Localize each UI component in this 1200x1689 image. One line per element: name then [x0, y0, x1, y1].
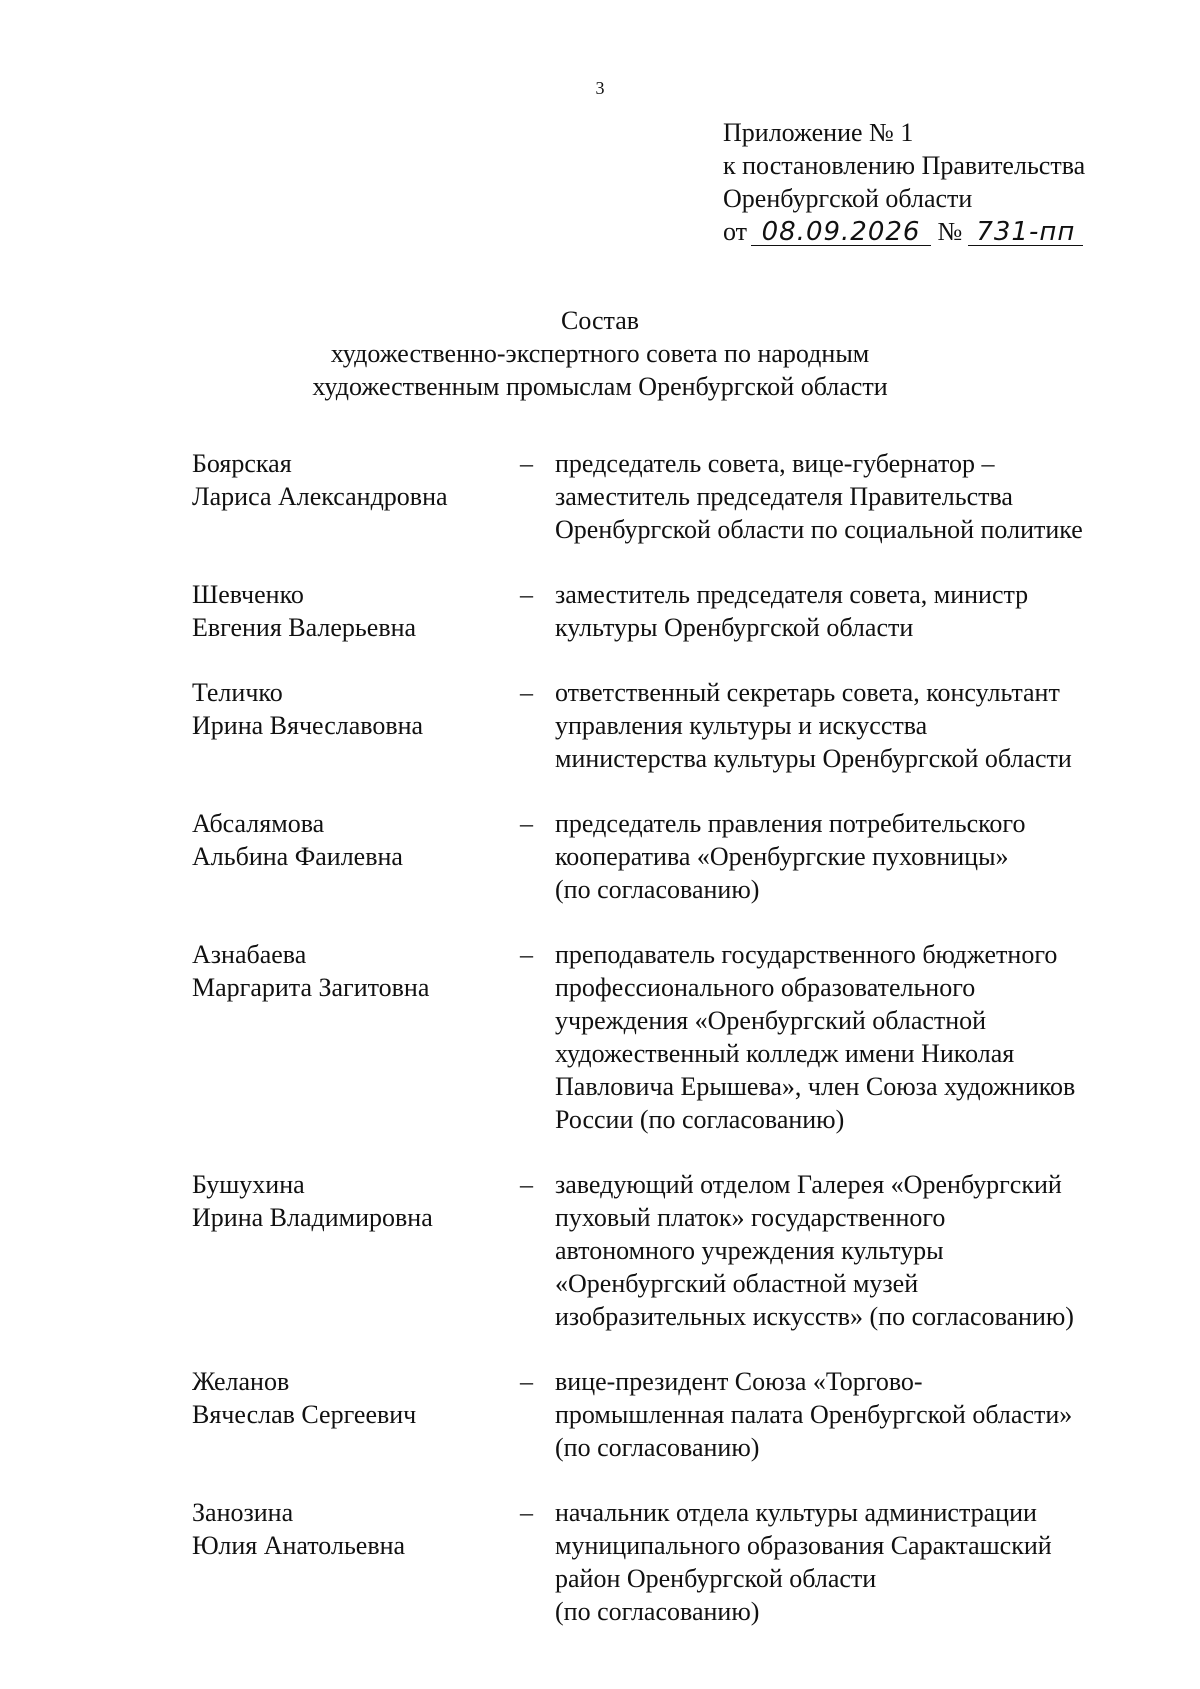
member-row	[0, 676, 1200, 775]
member-role-line: «Оренбургский областной музей	[555, 1269, 919, 1298]
member-given: Маргарита Загитовна	[192, 973, 430, 1002]
member-role-line: Павловича Ерышева», член Союза художников	[555, 1072, 1076, 1101]
member-given: Лариса Александровна	[192, 482, 448, 511]
member-name	[192, 447, 512, 513]
member-dash: –	[520, 1367, 533, 1396]
member-given: Юлия Анатольевна	[192, 1531, 406, 1560]
document-title	[0, 304, 1200, 403]
member-given: Вячеслав Сергеевич	[192, 1400, 417, 1429]
member-row	[0, 807, 1200, 906]
appendix-resolution: к постановлению Правительства	[723, 151, 1086, 180]
member-role-line: Оренбургской области по социальной политике	[555, 515, 1083, 544]
member-role-line: председатель совета, вице-губернатор –	[555, 449, 995, 478]
member-role-line: изобразительных искусств» (по согласованию)	[555, 1302, 1074, 1331]
member-dash: –	[520, 940, 533, 969]
member-surname: Теличко	[192, 678, 283, 707]
member-role	[555, 1168, 1155, 1333]
member-role-line: министерства культуры Оренбургской области	[555, 744, 1072, 773]
member-surname: Занозина	[192, 1498, 294, 1527]
member-row	[0, 938, 1200, 1136]
member-name	[192, 676, 512, 742]
number-label: №	[937, 217, 963, 246]
title-line-3: художественным промыслам Оренбургской области	[312, 372, 888, 401]
appendix-title: Приложение № 1	[723, 118, 914, 147]
member-dash: –	[520, 580, 533, 609]
member-name	[192, 938, 512, 1004]
member-role	[555, 1365, 1155, 1464]
member-role-line: России (по согласованию)	[555, 1105, 845, 1134]
member-role-line: кооператива «Оренбургские пуховницы»	[555, 842, 1009, 871]
member-surname: Шевченко	[192, 580, 304, 609]
page-number: 3	[595, 78, 605, 98]
member-role-line: (по согласованию)	[555, 1433, 760, 1462]
member-dash: –	[520, 809, 533, 838]
appendix-region: Оренбургской области	[723, 184, 973, 213]
member-dash: –	[520, 1498, 533, 1527]
member-row	[0, 447, 1200, 546]
member-role	[555, 447, 1155, 546]
handwritten-date: 08.09.2026	[761, 217, 921, 247]
member-role-line: учреждения «Оренбургский областной	[555, 1006, 987, 1035]
member-dash: –	[520, 678, 533, 707]
member-role	[555, 938, 1155, 1136]
member-role-line: профессионального образовательного	[555, 973, 976, 1002]
member-surname: Азнабаева	[192, 940, 307, 969]
title-line-1: Состав	[560, 306, 640, 335]
member-surname: Бушухина	[192, 1170, 305, 1199]
member-name	[192, 1365, 512, 1431]
member-role	[555, 578, 1155, 644]
member-role-line: культуры Оренбургской области	[555, 613, 914, 642]
member-dash: –	[520, 1170, 533, 1199]
member-role	[555, 676, 1155, 775]
member-name	[192, 807, 512, 873]
member-row	[0, 1365, 1200, 1464]
member-name	[192, 578, 512, 644]
appendix-date-number	[723, 215, 1085, 248]
member-given: Ирина Вячеславовна	[192, 711, 424, 740]
handwritten-number: 731-пп	[976, 217, 1076, 247]
member-surname: Абсалямова	[192, 809, 325, 838]
member-role-line: автономного учреждения культуры	[555, 1236, 944, 1265]
member-dash: –	[520, 449, 533, 478]
member-role-line: художественный колледж имени Николая	[555, 1039, 1015, 1068]
member-role-line: (по согласованию)	[555, 1597, 760, 1626]
member-row	[0, 578, 1200, 644]
title-line-2: художественно-экспертного совета по народным	[330, 339, 870, 368]
member-role-line: пуховый платок» государственного	[555, 1203, 946, 1232]
member-role-line: заведующий отделом Галерея «Оренбургский	[555, 1170, 1062, 1199]
member-given: Альбина Фаилевна	[192, 842, 403, 871]
member-name	[192, 1168, 512, 1234]
member-surname: Боярская	[192, 449, 292, 478]
member-row	[0, 1168, 1200, 1333]
member-given: Евгения Валерьевна	[192, 613, 417, 642]
from-label: от	[723, 217, 748, 246]
member-role-line: управления культуры и искусства	[555, 711, 928, 740]
member-role-line: муниципального образования Саракташский	[555, 1531, 1052, 1560]
member-row	[0, 1496, 1200, 1628]
member-role-line: председатель правления потребительского	[555, 809, 1026, 838]
member-role-line: преподаватель государственного бюджетного	[555, 940, 1058, 969]
member-given: Ирина Владимировна	[192, 1203, 433, 1232]
member-role	[555, 807, 1155, 906]
member-role-line: ответственный секретарь совета, консультант	[555, 678, 1060, 707]
member-role-line: заместитель председателя совета, министр	[555, 580, 1029, 609]
member-role-line: (по согласованию)	[555, 875, 760, 904]
member-role-line: район Оренбургской области	[555, 1564, 877, 1593]
member-role-line: заместитель председателя Правительства	[555, 482, 1013, 511]
member-name	[192, 1496, 512, 1562]
member-surname: Желанов	[192, 1367, 290, 1396]
appendix-header	[723, 116, 1085, 248]
member-role-line: начальник отдела культуры администрации	[555, 1498, 1037, 1527]
member-role	[555, 1496, 1155, 1628]
members-list	[0, 447, 1200, 1660]
member-role-line: промышленная палата Оренбургской области»	[555, 1400, 1073, 1429]
member-role-line: вице-президент Союза «Торгово-	[555, 1367, 923, 1396]
